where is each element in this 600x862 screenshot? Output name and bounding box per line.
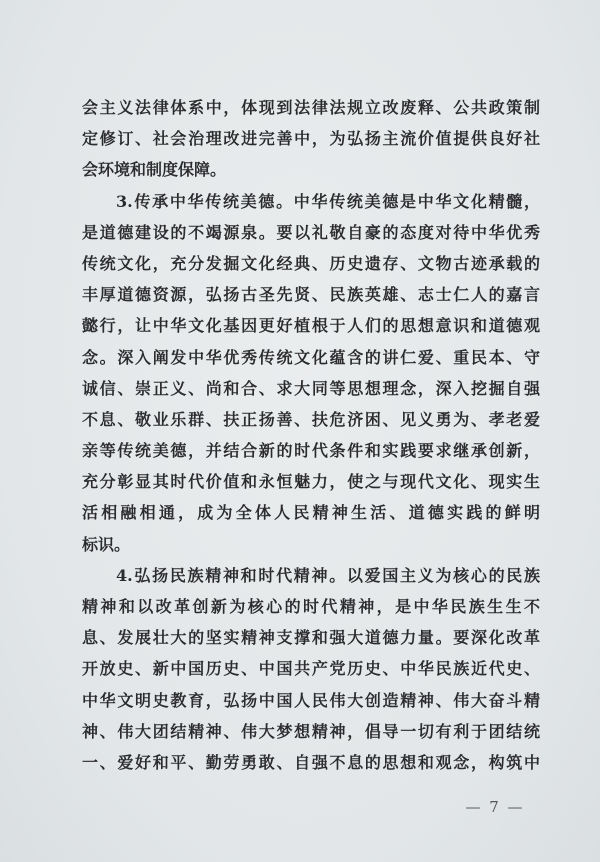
- page-number: — 7 —: [465, 798, 525, 816]
- text-line: 神、伟大团结精神、伟大梦想精神，倡导一切有利于团结统: [82, 721, 540, 741]
- text-line: 亲等传统美德，并结合新的时代条件和实践要求继承创新，: [82, 441, 540, 461]
- text-line: 息、发展壮大的坚实精神支撑和强大道德力量。要深化改革: [82, 628, 540, 648]
- body-text: [82, 92, 540, 778]
- text-line: 诚信、崇正义、尚和合、求大同等思想理念，深入挖掘自强: [82, 378, 540, 398]
- text-line: 懿行，让中华文化基因更好植根于人们的思想意识和道德观: [82, 316, 540, 336]
- text-line: 一、爱好和平、勤劳勇敢、自强不息的思想和观念，构筑中: [82, 752, 540, 772]
- text-line: 定修订、社会治理改进完善中，为弘扬主流价值提供良好社: [82, 129, 540, 149]
- text-line: 念。深入阐发中华优秀传统文化蕴含的讲仁爱、重民本、守: [82, 347, 540, 367]
- text-line: 是道德建设的不竭源泉。要以礼敬自豪的态度对待中华优秀: [82, 222, 540, 242]
- text-line: 不息、敬业乐群、扶正扬善、扶危济困、见义勇为、孝老爱: [82, 409, 540, 429]
- section-heading-line: 3.传承中华传统美德。中华传统美德是中华文化精髓，: [116, 191, 540, 211]
- text-line: 开放史、新中国历史、中国共产党历史、中华民族近代史、: [82, 659, 540, 679]
- section-heading-line: 4.弘扬民族精神和时代精神。以爱国主义为核心的民族: [116, 565, 540, 585]
- text-line: 活相融相通，成为全体人民精神生活、道德实践的鲜明: [82, 503, 540, 523]
- text-line: 传统文化，充分发掘文化经典、历史遗存、文物古迹承载的: [82, 253, 540, 273]
- text-line: 标识。: [82, 534, 131, 554]
- text-line: 丰厚道德资源，弘扬古圣先贤、民族英雄、志士仁人的嘉言: [82, 285, 540, 305]
- text-line: 会环境和制度保障。: [82, 160, 227, 180]
- text-line: 充分彰显其时代价值和永恒魅力，使之与现代文化、现实生: [82, 472, 540, 492]
- text-line: 精神和以改革创新为核心的时代精神，是中华民族生生不: [82, 597, 540, 616]
- text-line: 会主义法律体系中，体现到法律法规立改废释、公共政策制: [82, 98, 540, 117]
- text-line: 中华文明史教育，弘扬中国人民伟大创造精神、伟大奋斗精: [82, 690, 540, 710]
